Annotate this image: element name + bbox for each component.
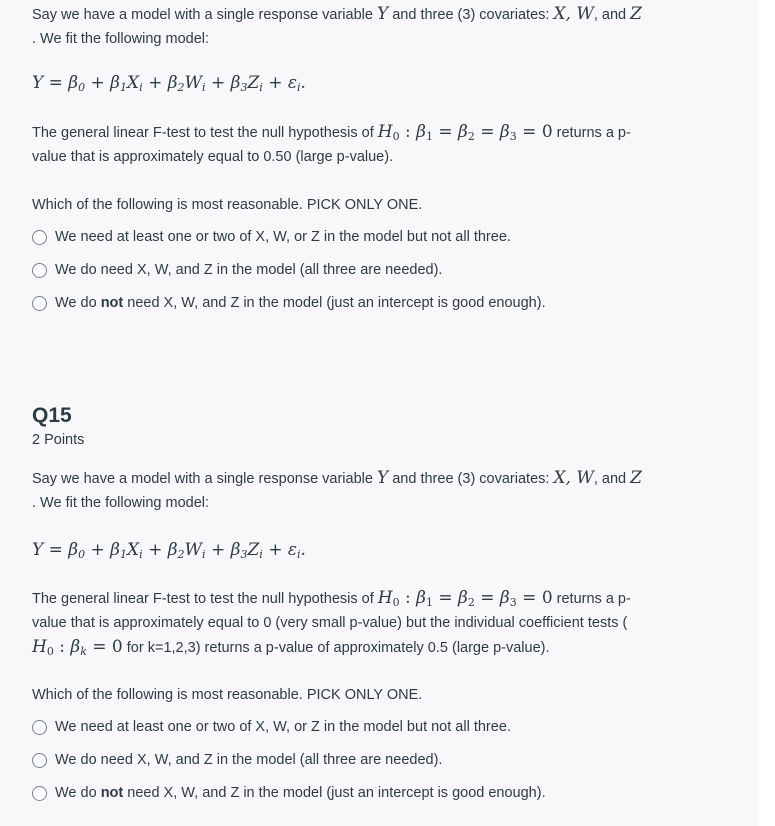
option-label-pre: We do — [55, 295, 101, 311]
radio-button[interactable] — [32, 263, 47, 278]
q14-model-formula: $Y = \beta_0 + \beta_1X_i + \beta_2W_i + \beta_3Z_i + \varepsilon_i$. — [32, 73, 306, 94]
page-edge — [759, 0, 775, 826]
q15-var-z: Z — [630, 468, 642, 488]
q15-ftest-line-2: value that is approximately equal to 0 (very small p-value) but the individual coefficient tests ( — [32, 615, 628, 631]
q14-null-hypothesis: $H_0$ : $\beta_1 = \beta_2 = \beta_3 = 0$ — [377, 122, 553, 143]
q14-option-1[interactable] — [32, 226, 511, 248]
q15-intro-text-2: and three (3) covariates: — [388, 471, 554, 487]
q14-ftest-after-1: returns a p- — [552, 125, 631, 141]
radio-button[interactable] — [32, 786, 47, 801]
radio-button[interactable] — [32, 296, 47, 311]
q15-model-formula: $Y = \beta_0 + \beta_1X_i + \beta_2W_i + \beta_3Z_i + \varepsilon_i$. — [32, 540, 306, 561]
q14-intro-text-1: Say we have a model with a single response variable — [32, 7, 377, 23]
q15-intro-and: , and — [593, 471, 631, 487]
q14-intro-end: . We fit the following model: — [32, 31, 210, 47]
q14-covariates-xw: X, W — [553, 4, 594, 24]
q14-intro-text-2: and three (3) covariates: — [388, 7, 554, 23]
radio-button[interactable] — [32, 230, 47, 245]
option-label-post: need X, W, and Z in the model (just an intercept is good enough). — [123, 785, 546, 801]
option-label: We need at least one or two of X, W, or Z in the model but not all three. — [55, 229, 511, 245]
q14-var-z: Z — [630, 4, 642, 24]
question-number: Q15 — [32, 404, 72, 427]
q14-var-y: Y — [376, 4, 389, 24]
q14-option-3[interactable] — [32, 292, 546, 314]
q15-intro — [32, 466, 732, 515]
option-label: We do need X, W, and Z in the model (all three are needed). — [55, 262, 443, 278]
option-label-post: need X, W, and Z in the model (just an intercept is good enough). — [123, 295, 546, 311]
q14-question — [32, 193, 732, 217]
q14-intro — [32, 2, 732, 51]
q14-ftest — [32, 120, 732, 169]
q15-question-text: Which of the following is most reasonable. PICK ONLY ONE. — [32, 687, 423, 703]
q14-intro-and: , and — [593, 7, 631, 23]
q15-var-y: Y — [376, 468, 389, 488]
option-label: We do need X, W, and Z in the model (all three are needed). — [55, 752, 443, 768]
q15-option-3[interactable] — [32, 782, 546, 804]
q15-intro-end: . We fit the following model: — [32, 495, 210, 511]
q14-ftest-after-2: value that is approximately equal to 0.50 (large p-value). — [32, 149, 394, 165]
q14-ftest-text: The general linear F-test to test the null hypothesis of — [32, 125, 378, 141]
radio-button[interactable] — [32, 753, 47, 768]
q15-question — [32, 683, 732, 707]
q15-option-1[interactable] — [32, 716, 511, 738]
question-points: 2 Points — [32, 432, 85, 448]
q15-covariates-xw: X, W — [553, 468, 594, 488]
radio-button[interactable] — [32, 720, 47, 735]
option-label — [55, 785, 546, 801]
q14-question-text: Which of the following is most reasonable. PICK ONLY ONE. — [32, 197, 423, 213]
option-label-bold: not — [100, 295, 124, 311]
q15-intro-text-1: Say we have a model with a single response variable — [32, 471, 377, 487]
q15-individual-hypothesis: $H_0$ : $\beta_k = 0$ — [32, 637, 123, 658]
q15-ftest-line-3: for k=1,2,3) returns a p-value of approximately 0.5 (large p-value). — [122, 640, 550, 656]
q15-null-hypothesis: $H_0$ : $\beta_1 = \beta_2 = \beta_3 = 0$ — [377, 588, 553, 609]
option-label: We need at least one or two of X, W, or Z in the model but not all three. — [55, 719, 511, 735]
option-label-pre: We do — [55, 785, 101, 801]
q14-option-2[interactable] — [32, 259, 442, 281]
q15-option-2[interactable] — [32, 749, 442, 771]
option-label-bold: not — [100, 785, 124, 801]
option-label — [55, 295, 546, 311]
q15-ftest — [32, 586, 732, 660]
q15-ftest-after-1: returns a p- — [552, 591, 631, 607]
q15-ftest-text: The general linear F-test to test the null hypothesis of — [32, 591, 378, 607]
